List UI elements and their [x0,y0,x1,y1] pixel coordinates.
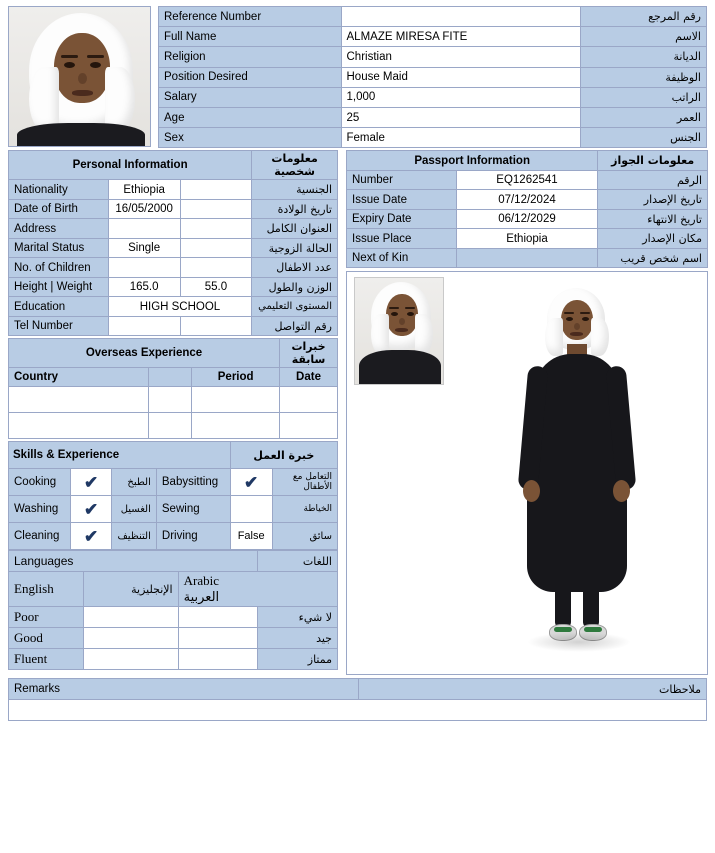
cell-country [9,413,149,439]
personal-information-table [8,150,338,336]
skill-value: ✔ [70,496,112,523]
table-row [9,607,338,628]
language-arabic-ar: العربية [183,590,220,606]
table-row [9,180,338,200]
table-row [9,258,338,278]
applicant-summary-table [158,6,707,148]
section-title-ar: اللغات [258,551,338,572]
skill-value-2: False [230,523,272,550]
field-label: Salary [159,87,342,107]
cell-spacer [148,387,192,413]
field-value: 1,000 [341,87,580,107]
passport-information-table [346,150,708,268]
field-label-ar: الجنسية [252,180,338,200]
table-row [347,190,708,210]
right-column [346,150,708,675]
level-english-mark [83,607,178,628]
remarks-body-row [9,700,707,721]
table-row [159,27,707,47]
section-title-ar: خبرات سابقة [280,339,338,368]
field-label: Issue Date [347,190,457,210]
section-header-personal [9,151,338,180]
table-row [159,67,707,87]
skill-label-en-2: Driving [156,523,230,550]
field-value: 165.0 [108,277,180,297]
field-value: Female [341,128,580,148]
field-value [341,7,580,27]
overseas-header-row [9,368,338,387]
skill-value-2 [230,496,272,523]
table-row [347,229,708,249]
level-arabic-mark [178,628,258,649]
skill-label-en-2: Babysitting [156,469,230,496]
section-header-passport [347,151,708,171]
table-row [9,316,338,336]
level-label-ar: لا شيء [258,607,338,628]
field-label: Full Name [159,27,342,47]
remarks-label-en: Remarks [9,679,359,700]
table-row [347,170,708,190]
middle-section [8,150,707,675]
field-label: Address [9,219,109,239]
field-value-2 [180,180,252,200]
level-label-ar: جيد [258,628,338,649]
applicant-headshot-photo [354,277,444,385]
field-value: 25 [341,107,580,127]
field-label: No. of Children [9,258,109,278]
overseas-experience-table [8,338,338,439]
section-title-ar: معلومات شخصية [252,151,338,180]
field-value: EQ1262541 [456,170,598,190]
field-value: 07/12/2024 [456,190,598,210]
cell-period [192,387,280,413]
skill-label-ar-2: سائق [272,523,337,550]
level-english-mark [83,649,178,670]
table-row [9,496,338,523]
section-title-en: Passport Information [347,151,598,171]
field-value: HIGH SCHOOL [108,297,252,317]
level-label: Good [9,628,84,649]
cell-date [280,413,338,439]
skill-value: ✔ [70,523,112,550]
skill-label-ar-2: الخياطة [272,496,337,523]
field-label-ar: العنوان الكامل [252,219,338,239]
column-header-country: Country [9,368,149,387]
column-spacer [148,368,192,387]
table-row [9,523,338,550]
table-row [9,628,338,649]
table-row [159,7,707,27]
skill-label-en: Cooking [9,469,71,496]
section-title-en: Overseas Experience [9,339,280,368]
field-label: Education [9,297,109,317]
remarks-header-row [9,679,707,700]
field-label: Expiry Date [347,209,457,229]
skill-label-en: Washing [9,496,71,523]
remarks-value[interactable] [9,700,707,721]
field-label: Tel Number [9,316,109,336]
remarks-label-ar: ملاحظات [358,679,707,700]
remarks-table [8,678,707,721]
field-value: Ethiopia [456,229,598,249]
language-english-label: English [9,572,84,607]
field-value-2 [180,219,252,239]
table-row [159,87,707,107]
skill-label-en-2: Sewing [156,496,230,523]
field-label-ar: عدد الاطفال [252,258,338,278]
applicant-fullbody-photo [451,274,699,670]
level-arabic-mark [178,607,258,628]
table-row [9,219,338,239]
field-value [456,248,598,268]
field-label-ar: الوظيفة [580,67,706,87]
summary-rows [159,7,707,148]
field-label-ar: تاريخ الولادة [252,199,338,219]
language-arabic-en: Arabic [183,573,219,589]
field-label-ar: الجنس [580,128,706,148]
field-value-2 [180,316,252,336]
column-header-period: Period [192,368,280,387]
column-header-date: Date [280,368,338,387]
cell-period [192,413,280,439]
languages-table [8,550,338,670]
field-label-ar: الراتب [580,87,706,107]
skill-value-2: ✔ [230,469,272,496]
skill-label-ar: الغسيل [112,496,156,523]
field-label: Number [347,170,457,190]
section-header-skills [9,442,338,469]
field-label: Date of Birth [9,199,109,219]
table-row [347,209,708,229]
field-label-ar: العمر [580,107,706,127]
field-value: Single [108,238,180,258]
level-label-ar: ممتاز [258,649,338,670]
skill-value: ✔ [70,469,112,496]
cell-date [280,387,338,413]
level-arabic-mark [178,649,258,670]
field-value [108,316,180,336]
cell-country [9,387,149,413]
field-value-2 [180,199,252,219]
field-label: Religion [159,47,342,67]
field-value: House Maid [341,67,580,87]
table-row [347,248,708,268]
section-title-ar: خبرة العمل [230,442,337,469]
field-label: Issue Place [347,229,457,249]
table-row [9,199,338,219]
field-label-ar: الرقم [598,170,708,190]
level-label: Poor [9,607,84,628]
table-row [9,277,338,297]
table-row [159,128,707,148]
field-label-ar: المستوى التعليمي [252,297,338,317]
field-label-ar: رقم المرجع [580,7,706,27]
field-label-ar: الاسم [580,27,706,47]
table-row [9,469,338,496]
field-label: Nationality [9,180,109,200]
skill-label-ar: التنظيف [112,523,156,550]
field-value-2 [180,258,252,278]
skills-experience-table [8,441,338,550]
applicant-photos-panel [346,271,708,675]
applicant-portrait-photo [8,6,151,147]
field-value [108,258,180,278]
section-header-languages [9,551,338,572]
field-label: Reference Number [159,7,342,27]
top-section [8,6,707,148]
field-value: 06/12/2029 [456,209,598,229]
languages-header-row [9,572,338,607]
field-label-ar: تاريخ الإصدار [598,190,708,210]
field-label-ar: مكان الإصدار [598,229,708,249]
left-column [8,150,338,675]
field-label-ar: تاريخ الانتهاء [598,209,708,229]
field-value: Christian [341,47,580,67]
section-title-en: Skills & Experience [9,442,231,469]
field-label-ar: رقم التواصل [252,316,338,336]
section-header-overseas [9,339,338,368]
field-label: Next of Kin [347,248,457,268]
field-value: Ethiopia [108,180,180,200]
skill-label-ar: الطبخ [112,469,156,496]
level-english-mark [83,628,178,649]
field-label-ar: الوزن والطول [252,277,338,297]
table-row [159,107,707,127]
field-value-2 [180,238,252,258]
section-title-en: Languages [9,551,258,572]
table-row [159,47,707,67]
field-label: Position Desired [159,67,342,87]
table-row [9,238,338,258]
language-english-label-ar: الإنجليزية [83,572,178,607]
language-arabic-label [178,572,337,607]
field-value: 16/05/2000 [108,199,180,219]
level-label: Fluent [9,649,84,670]
skill-label-ar-2: التعامل مع الأطفال [272,469,337,496]
table-row [9,413,338,439]
field-label-ar: الحالة الزوجية [252,238,338,258]
field-value-2: 55.0 [180,277,252,297]
field-value: ALMAZE MIRESA FITE [341,27,580,47]
field-label-ar: اسم شخص قريب [598,248,708,268]
section-title-en: Personal Information [9,151,252,180]
cell-spacer [148,413,192,439]
table-row [9,649,338,670]
skill-label-en: Cleaning [9,523,71,550]
field-label: Age [159,107,342,127]
section-title-ar: معلومات الجواز [598,151,708,171]
table-row [9,297,338,317]
field-label: Sex [159,128,342,148]
field-label: Height | Weight [9,277,109,297]
field-value [108,219,180,239]
field-label-ar: الديانة [580,47,706,67]
table-row [9,387,338,413]
field-label: Marital Status [9,238,109,258]
